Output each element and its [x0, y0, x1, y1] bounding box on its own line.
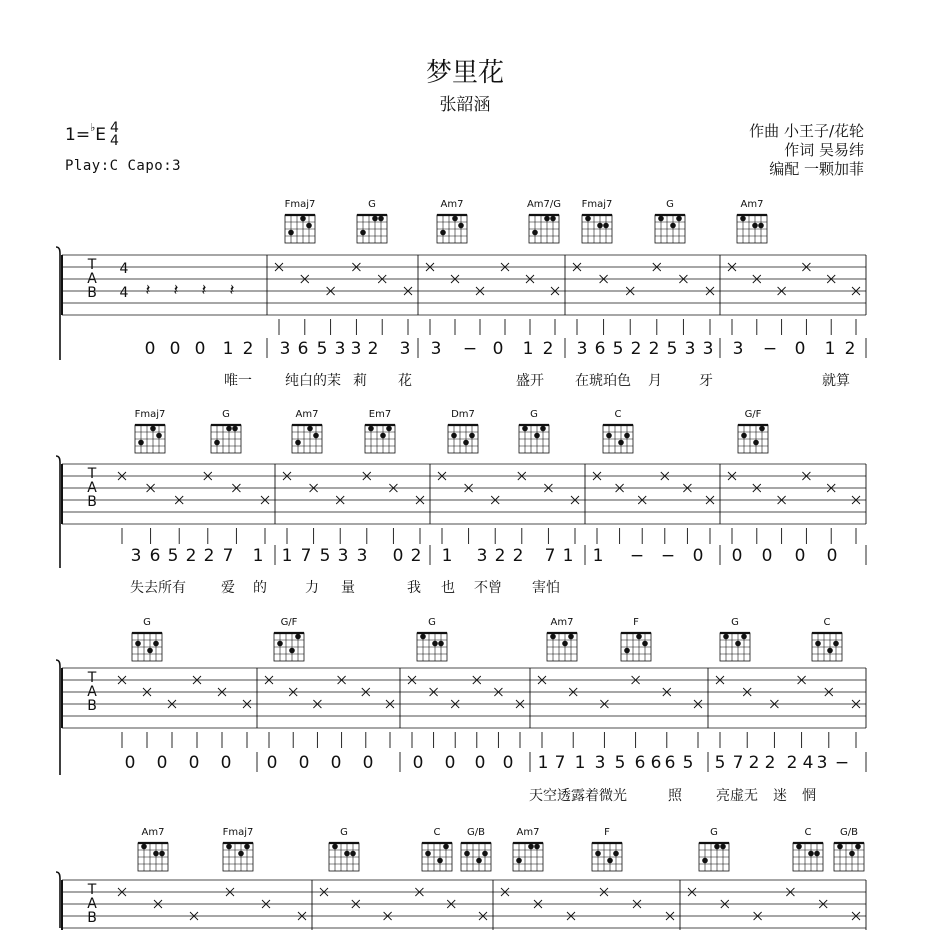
system-bracket: [56, 247, 60, 360]
notation-digit: 5: [612, 339, 624, 359]
play-capo: Play:C Capo:3: [65, 158, 182, 174]
song-artist: 张韶涵: [439, 95, 491, 115]
chord-name: G: [143, 617, 151, 628]
lyric-text: 天空透露着微光: [529, 788, 627, 804]
tab-clef-letter: A: [87, 480, 97, 496]
system-bracket: [56, 872, 60, 928]
chord-diagram-icon: [211, 425, 241, 453]
notation-digit: −: [834, 753, 850, 773]
lyric-text: 在琥珀色: [575, 373, 631, 389]
notation-digit: 0: [144, 339, 156, 359]
notation-digit: 5: [682, 753, 694, 773]
lyric-text: 失去所有: [130, 580, 186, 596]
song-title: 梦里花: [425, 58, 504, 88]
notation-digit: 2: [844, 339, 856, 359]
notation-digit: 0: [794, 339, 806, 359]
chord-name: C: [614, 409, 622, 420]
tab-clef-letter: A: [87, 896, 97, 912]
chord-diagram-icon: [461, 843, 491, 871]
chord-name: G/F: [744, 409, 762, 420]
lyric-text: 量: [341, 580, 355, 596]
notation-digit: 3: [594, 753, 606, 773]
lyric-text: 力: [305, 580, 319, 596]
staff-system: [56, 827, 866, 930]
notation-digit: 3: [350, 339, 362, 359]
notation-digit: 5: [316, 339, 328, 359]
chord-name: Am7: [516, 827, 540, 838]
tab-clef-letter: B: [87, 698, 97, 714]
chord-name: Am7: [141, 827, 165, 838]
chord-name: C: [433, 827, 441, 838]
lyric-text: 唯一: [224, 373, 252, 389]
chord-name: Am7: [440, 199, 464, 210]
chord-diagram-icon: [437, 215, 467, 243]
staff-system: [56, 199, 866, 389]
chord-name: Fmaj7: [134, 409, 166, 420]
notation-digit: 7: [732, 753, 744, 773]
lyric-text: 花: [398, 373, 412, 389]
notation-digit: 2: [494, 546, 506, 566]
chord-name: G/B: [840, 827, 858, 838]
notation-digit: 2: [367, 339, 379, 359]
notation-digit: 0: [502, 753, 514, 773]
chord-diagram-icon: [138, 843, 168, 871]
notation-digit: 3: [130, 546, 142, 566]
notation-digit: 1: [574, 753, 586, 773]
notation-digit: 0: [761, 546, 773, 566]
chord-diagram-icon: [655, 215, 685, 243]
chord-name: G: [710, 827, 718, 838]
notation-digit: 0: [298, 753, 310, 773]
rest-icon: 𝄽: [145, 280, 151, 299]
notation-digit: 2: [630, 339, 642, 359]
chord-diagram-icon: [582, 215, 612, 243]
notation-digit: 3: [684, 339, 696, 359]
notation-digit: 6: [664, 753, 676, 773]
chord-name: G: [428, 617, 436, 628]
lyric-text: 我: [407, 580, 421, 596]
notation-digit: 0: [731, 546, 743, 566]
notation-digit: 3: [356, 546, 368, 566]
lyric-text: 月: [648, 373, 662, 389]
rest-icon: 𝄽: [201, 280, 207, 299]
chord-diagram-icon: [292, 425, 322, 453]
notation-digit: 0: [188, 753, 200, 773]
tab-clef-letter: T: [87, 882, 97, 898]
notation-digit: 6: [149, 546, 161, 566]
tab-clef-letter: B: [87, 910, 97, 926]
chord-diagram-icon: [603, 425, 633, 453]
notation-digit: 1: [281, 546, 293, 566]
arranger-credit: 编配 一颗加菲: [769, 160, 864, 178]
time-signature-top: 4: [119, 261, 129, 277]
system-bracket: [56, 660, 60, 775]
notation-digit: 0: [492, 339, 504, 359]
chord-name: Am7: [295, 409, 319, 420]
notation-digit: −: [462, 339, 478, 359]
chord-diagram-icon: [547, 633, 577, 661]
notation-digit: 1: [592, 546, 604, 566]
notation-digit: 0: [794, 546, 806, 566]
notation-digit: 1: [537, 753, 549, 773]
chord-name: Fmaj7: [284, 199, 316, 210]
chord-diagram-icon: [285, 215, 315, 243]
tab-clef-letter: T: [87, 257, 97, 273]
chord-name: Fmaj7: [222, 827, 254, 838]
notation-digit: 0: [444, 753, 456, 773]
lyric-text: 爱: [221, 580, 235, 596]
chord-name: G/F: [280, 617, 298, 628]
notation-digit: 0: [156, 753, 168, 773]
lyric-text: 就算: [822, 373, 850, 389]
notation-digit: 0: [826, 546, 838, 566]
notation-digit: 0: [220, 753, 232, 773]
tab-clef-letter: A: [87, 271, 97, 287]
notation-digit: 3: [399, 339, 411, 359]
notation-digit: 6: [297, 339, 309, 359]
notation-digit: 2: [648, 339, 660, 359]
tab-clef-letter: B: [87, 494, 97, 510]
chord-name: Dm7: [451, 409, 475, 420]
tab-clef-letter: B: [87, 285, 97, 301]
notation-digit: 3: [576, 339, 588, 359]
chord-diagram-icon: [132, 633, 162, 661]
tab-clef-letter: T: [87, 466, 97, 482]
rest-icon: 𝄽: [229, 280, 235, 299]
notation-digit: 2: [786, 753, 798, 773]
notation-digit: 2: [764, 753, 776, 773]
chord-name: Am7/G: [526, 199, 562, 210]
chord-diagram-icon: [738, 425, 768, 453]
chord-diagram-icon: [357, 215, 387, 243]
notation-digit: 3: [334, 339, 346, 359]
chord-diagram-icon: [592, 843, 622, 871]
time-top: 4: [110, 120, 119, 136]
rest-icon: 𝄽: [173, 280, 179, 299]
notation-digit: 1: [562, 546, 574, 566]
notation-digit: 5: [319, 546, 331, 566]
chord-diagram-icon: [720, 633, 750, 661]
chord-diagram-icon: [274, 633, 304, 661]
time-signature-bottom: 4: [119, 285, 129, 301]
lyric-text: 也: [441, 580, 455, 596]
chord-diagram-icon: [699, 843, 729, 871]
chord-name: Fmaj7: [581, 199, 613, 210]
notation-digit: 0: [330, 753, 342, 773]
chord-diagram-icon: [448, 425, 478, 453]
staff-system: [56, 617, 866, 804]
lyric-text: 亮虚无: [716, 788, 758, 804]
notation-digit: 3: [279, 339, 291, 359]
lyric-text: 惘: [802, 788, 816, 804]
lyric-text: 的: [253, 580, 267, 596]
chord-name: G: [368, 199, 376, 210]
notation-digit: 0: [266, 753, 278, 773]
chord-diagram-icon: [223, 843, 253, 871]
chord-name: Am7: [550, 617, 574, 628]
tab-clef-letter: T: [87, 670, 97, 686]
chord-name: G: [666, 199, 674, 210]
notation-digit: 0: [362, 753, 374, 773]
notation-digit: 7: [544, 546, 556, 566]
notation-digit: 0: [392, 546, 404, 566]
notation-digit: 2: [512, 546, 524, 566]
notation-digit: 2: [242, 339, 254, 359]
chord-diagram-icon: [513, 843, 543, 871]
notation-digit: 5: [614, 753, 626, 773]
notation-digit: 2: [410, 546, 422, 566]
composer-credit: 作曲 小王子/花轮: [749, 122, 864, 140]
chord-name: Em7: [368, 409, 392, 420]
lyric-text: 盛开: [516, 373, 544, 389]
chord-name: F: [633, 617, 639, 628]
staff-system: [56, 409, 866, 596]
notation-digit: −: [762, 339, 778, 359]
chord-diagram-icon: [417, 633, 447, 661]
notation-digit: 3: [732, 339, 744, 359]
notation-digit: 3: [337, 546, 349, 566]
lyric-text: 害怕: [532, 580, 560, 596]
notation-digit: 0: [169, 339, 181, 359]
notation-digit: 3: [702, 339, 714, 359]
notation-digit: 1: [441, 546, 453, 566]
chord-name: C: [804, 827, 812, 838]
notation-digit: 5: [714, 753, 726, 773]
chord-diagram-icon: [422, 843, 452, 871]
lyricist-credit: 作词 吴易纬: [784, 141, 864, 159]
notation-digit: 1: [252, 546, 264, 566]
key-prefix: 1=: [65, 125, 91, 145]
notation-digit: 7: [554, 753, 566, 773]
chord-name: G: [530, 409, 538, 420]
lyric-text: 不曾: [474, 580, 502, 596]
notation-digit: 5: [167, 546, 179, 566]
chord-diagram-icon: [135, 425, 165, 453]
time-bottom: 4: [110, 133, 119, 149]
notation-digit: 0: [412, 753, 424, 773]
flat-icon: ♭: [90, 121, 96, 134]
notation-digit: 6: [650, 753, 662, 773]
notation-digit: 3: [476, 546, 488, 566]
chord-diagram-icon: [793, 843, 823, 871]
lyric-text: 纯白的茉: [285, 373, 341, 389]
tab-clef-letter: A: [87, 684, 97, 700]
chord-name: C: [823, 617, 831, 628]
notation-digit: 0: [124, 753, 136, 773]
chord-name: F: [604, 827, 610, 838]
notation-digit: 0: [194, 339, 206, 359]
lyric-text: 莉: [353, 373, 367, 389]
notation-digit: 3: [816, 753, 828, 773]
notation-digit: 6: [634, 753, 646, 773]
notation-digit: 2: [748, 753, 760, 773]
chord-diagram-icon: [365, 425, 395, 453]
notation-digit: 6: [594, 339, 606, 359]
lyric-text: 迷: [773, 788, 787, 804]
notation-digit: 1: [222, 339, 234, 359]
notation-digit: 2: [203, 546, 215, 566]
notation-digit: 7: [222, 546, 234, 566]
notation-digit: 1: [522, 339, 534, 359]
system-bracket: [56, 456, 60, 568]
notation-digit: 5: [666, 339, 678, 359]
notation-digit: 0: [692, 546, 704, 566]
notation-digit: 2: [185, 546, 197, 566]
chord-diagram-icon: [621, 633, 651, 661]
chord-name: G: [340, 827, 348, 838]
notation-digit: 3: [430, 339, 442, 359]
chord-diagram-icon: [737, 215, 767, 243]
chord-diagram-icon: [519, 425, 549, 453]
chord-name: G/B: [467, 827, 485, 838]
notation-digit: 2: [542, 339, 554, 359]
notation-digit: 7: [300, 546, 312, 566]
notation-digit: 4: [802, 753, 814, 773]
notation-digit: 0: [474, 753, 486, 773]
chord-name: G: [731, 617, 739, 628]
notation-digit: 1: [824, 339, 836, 359]
lyric-text: 牙: [699, 373, 713, 389]
chord-name: Am7: [740, 199, 764, 210]
chord-diagram-icon: [834, 843, 864, 871]
chord-diagram-icon: [812, 633, 842, 661]
lyric-text: 照: [668, 788, 682, 804]
notation-digit: −: [660, 546, 676, 566]
chord-diagram-icon: [329, 843, 359, 871]
notation-digit: −: [629, 546, 645, 566]
chord-name: G: [222, 409, 230, 420]
key-letter: E: [95, 125, 107, 145]
chord-diagram-icon: [529, 215, 559, 243]
